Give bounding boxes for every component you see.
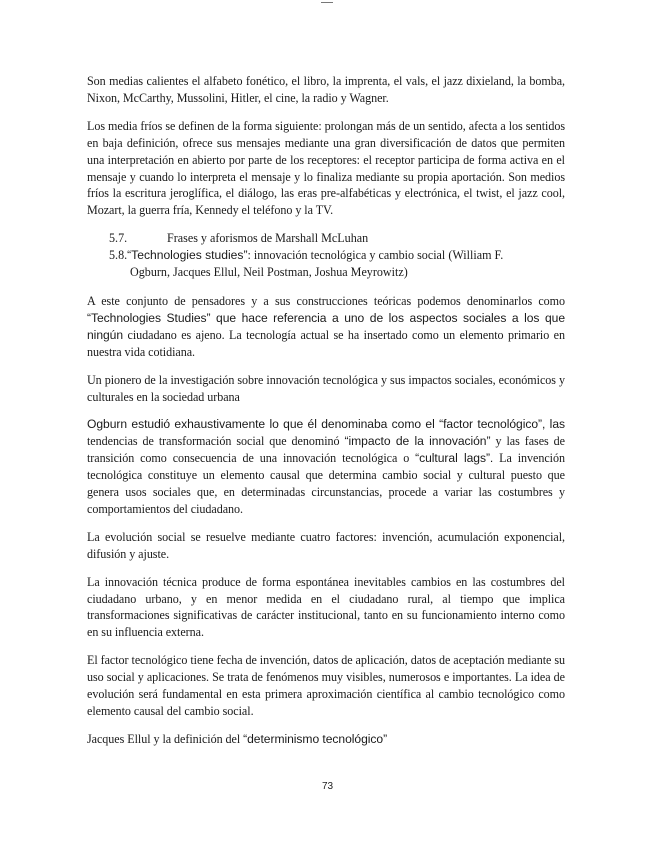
list-item-quote: “Technologies studies” bbox=[127, 248, 248, 263]
paragraph-social-evolution: La evolución social se resuelve mediante cuatro factores: invención, acumulación exponencial, difusión y ajuste. bbox=[87, 529, 565, 561]
quoted-term: Ogburn estudió exhaustivamente lo que él denominaba como el “factor tecnológico”, las bbox=[87, 417, 565, 432]
text-run: Jacques Ellul y la definición del bbox=[87, 731, 241, 746]
text-run: tendencias de transformación social que denominó bbox=[87, 434, 340, 449]
page-number: 73 bbox=[321, 781, 334, 792]
list-item-number: 5.8. bbox=[109, 248, 128, 263]
paragraph-technical-innovation: La innovación técnica produce de forma espontánea inevitables cambios en las costumbres del ciudadano urbano, y en menor medida en el ciudadano rural, al tiempo que implica transformaciones significativas de carácter institucional, tanto en su funcionamiento interno como en su influencia externa. bbox=[87, 574, 565, 640]
document-body bbox=[87, 73, 565, 759]
paragraph-ogburn bbox=[87, 416, 565, 517]
list-item-text bbox=[127, 247, 503, 264]
text-run: La invención tecnológica constituye un elemento causal que determina cambio social y cultural puesto que genera usos sociales que, en determinadas circunstancias, procede a variar las costumbres y comportamientos del ciudadano. bbox=[87, 451, 565, 516]
section-list bbox=[109, 230, 565, 281]
list-item-text: Frases y aforismos de Marshall McLuhan bbox=[167, 231, 369, 246]
quoted-term: “determinismo tecnológico” bbox=[243, 731, 388, 746]
list-item bbox=[109, 247, 565, 264]
paragraph-technological-factor: El factor tecnológico tiene fecha de invención, datos de aplicación, datos de aceptación mediante su uso social y aplicaciones. Se trata de fenómenos muy visibles, numerosos e importantes. La idea de evolución será fundamental en esta primera aproximación científica al cambio tecnológico como elemento causal del cambio social. bbox=[87, 653, 565, 718]
quoted-term: “cultural lags”. bbox=[415, 451, 494, 466]
quoted-term: “Technologies Studies” que hace referencia a uno de los aspectos sociales a los que ningún bbox=[87, 310, 565, 342]
paragraph-cold-media: Los media fríos se definen de la forma siguiente: prolongan más de un sentido, afecta a los sentidos en baja definición, ofrece sus mensajes mediante una gran diversificación de datos que permiten una interpretación en abierto por parte de los receptores: el receptor participa de forma activa en el mensaje y cuando lo interpreta el mensaje y lo finaliza mediante su propia aportación. Son medios fríos la escritura jeroglífica, el diálogo, las eras pre-alfabéticas y electrónica, el twist, el jazz cool, Mozart, la guerra fría, Kennedy el teléfono y la TV. bbox=[87, 118, 565, 218]
list-item-subtitle: : innovación tecnológica y cambio social (William F. bbox=[247, 248, 504, 263]
text-run: A este conjunto de pensadores y a sus construcciones teóricas podemos denominarlos como bbox=[87, 293, 565, 308]
text-run: y las fases de transición como consecuencia de una innovación tecnológica o bbox=[87, 434, 565, 466]
list-item-continuation: Ogburn, Jacques Ellul, Neil Postman, Joshua Meyrowitz) bbox=[130, 265, 408, 280]
quoted-term: “impacto de la innovación” bbox=[344, 434, 491, 449]
list-item bbox=[109, 230, 565, 247]
paragraph-pioneer: Un pionero de la investigación sobre innovación tecnológica y sus impactos sociales, económicos y culturales en la sociedad urbana bbox=[87, 372, 565, 404]
list-item-number: 5.7. bbox=[109, 231, 128, 246]
text-run: ciudadano es ajeno. La tecnología actual se ha insertado como un elemento primario en nuestra vida cotidiana. bbox=[87, 327, 565, 359]
page-top-mark bbox=[321, 0, 333, 3]
paragraph-technologies-studies bbox=[87, 293, 565, 361]
paragraph-ellul bbox=[87, 731, 565, 748]
paragraph-hot-media: Son medias calientes el alfabeto fonético, el libro, la imprenta, el vals, el jazz dixieland, la bomba, Nixon, McCarthy, Mussolini, Hitler, el cine, la radio y Wagner. bbox=[87, 74, 565, 105]
